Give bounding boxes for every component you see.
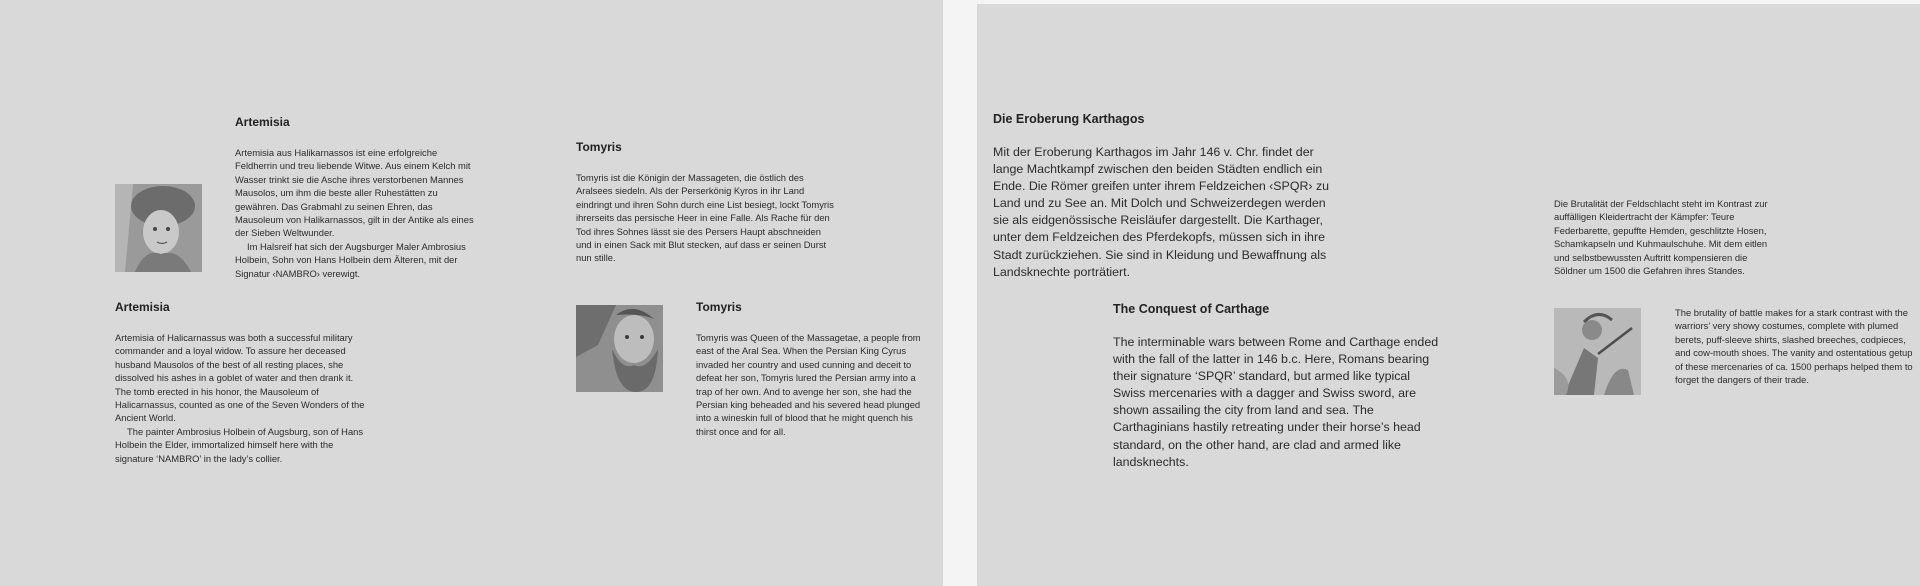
artemisia-english-caption xyxy=(115,300,365,465)
carthage-english-title: The Conquest of Carthage xyxy=(1113,302,1270,316)
tomyris-german-text: Tomyris ist die Königin der Massageten, die östlich des Aralsees siedeln. Als der Perserkönig Kyros in ihr Land eindringt und ihren Sohn durch eine List besiegt, lockt Tomyris ihrerseits das persische Heer in eine Falle. Als Rache für den Tod ihres Sohnes lässt sie des Persers Haupt abschneiden und in einen Sack mit Blut stecken, auf dass er seinen Durst nun stille. xyxy=(576,172,834,264)
left-page xyxy=(0,0,943,586)
tomyris-german-title: Tomyris xyxy=(576,140,622,154)
karthago-german-title: Die Eroberung Karthagos xyxy=(993,112,1145,126)
karthago-german-caption xyxy=(993,112,1333,281)
right-page xyxy=(977,4,1920,586)
battle-detail-image xyxy=(1554,308,1641,395)
brutality-english-text: The brutality of battle makes for a stark contrast with the warriors’ very showy costumes, complete with plumed berets, puff-sleeve shirts, slashed breeches, codpieces, and cow-mouth shoes. The vanity and ostentatious getup of these mercenaries of ca. 1500 perhaps helped them to forget the dangers of their trade. xyxy=(1675,307,1913,386)
artemisia-german-text: Artemisia aus Halikarnassos ist eine erfolgreiche Feldherrin und treu liebende Witwe. Aus einem Kelch mit Wasser trinkt sie die Asche ihres verstorbenen Mannes Mausolos, um ihm die beste aller Ruhestätten zu gewähren. Das Grabmahl zu seinen Ehren, das Mausoleum von Halikarnassos, gilt in der Antike als eines der Sieben Weltwunder. xyxy=(235,147,474,239)
karthago-german-text: Mit der Eroberung Karthagos im Jahr 146 v. Chr. findet der lange Machtkampf zwischen den beiden Städten endlich ein Ende. Die Römer greifen unter ihrem Feldzeichen ‹SPQR› zu Land und zu See an. Mit Dolch und Schweizerdegen werden sie als eidgenössische Reisläufer dargestellt. Die Karthager, unter dem Feldzeichen des Pferdekopfs, müssen sich in ihre Stadt zurückziehen. Sie sind in Kleidung und Bewaffnung als Landsknechte porträtiert. xyxy=(993,145,1330,279)
brutality-english-caption xyxy=(1675,306,1913,386)
tomyris-portrait-image xyxy=(576,305,663,392)
tomyris-english-title: Tomyris xyxy=(696,300,742,314)
brutalitaet-german-text: Die Brutalität der Feldschlacht steht im Kontrast zur auffälligen Kleidertracht der Kämpfer: Teure Federbarette, gepuffte Hemden, geschlitzte Hosen, Schamkapseln und Kuhmaulschuhe. Mit dem eitlen und selbstbewussten Auftritt kompensieren die Söldner um 1500 die Gefahren ihres Standes. xyxy=(1554,198,1768,277)
tomyris-german-caption xyxy=(576,140,836,265)
mercenaries-battle-detail-image xyxy=(1554,308,1641,395)
brutalitaet-german-caption xyxy=(1554,197,1779,277)
artemisia-portrait-image xyxy=(115,184,202,272)
artemisia-german-caption xyxy=(235,115,475,280)
artemisia-english-text-2: The painter Ambrosius Holbein of Augsburg, son of Hans Holbein the Elder, immortalized himself here with the signature ‘NAMBRO’ in the lady’s collier. xyxy=(115,425,364,464)
portrait-of-bearded-man-image xyxy=(576,305,663,392)
artemisia-english-text: Artemisia of Halicarnassus was both a successful military commander and a loyal widow. To assure her deceased husband Mausolos of the best of all resting places, she dissolved his ashes in a goblet of water and then drank it. The tomb erected in his honor, the Mausoleum of Halicarnassus, counted as one of the Seven Wonders of the Ancient World. xyxy=(115,332,365,424)
artemisia-german-text-2: Im Halsreif hat sich der Augsburger Maler Ambrosius Holbein, Sohn von Hans Holbein dem Älteren, mit der Signatur ‹NAMBRO› verewigt. xyxy=(235,240,466,279)
tomyris-english-caption xyxy=(696,300,931,438)
artemisia-english-title: Artemisia xyxy=(115,300,170,314)
artemisia-german-title: Artemisia xyxy=(235,115,290,129)
tomyris-english-text: Tomyris was Queen of the Massagetae, a people from east of the Aral Sea. When the Persian King Cyrus invaded her country and used cunning and deceit to defeat her son, Tomyris lured the Persian army into a trap of her own. And to avenge her son, she had the Persian king beheaded and his severed head plunged into a wineskin full of blood that he might quench his thirst once and for all. xyxy=(696,332,921,437)
carthage-english-text: The interminable wars between Rome and Carthage ended with the fall of the latter in 146 b.c. Here, Romans bearing their signature ‘SPQR’ standard, but armed like typical Swiss mercenaries with a dagger and Swiss sword, are shown assailing the city from land and sea. The Carthaginians hastily retreating under their horse’s head standard, on the other hand, are clad and armed like landsknechts. xyxy=(1113,335,1439,469)
portrait-of-artemisia-image xyxy=(115,184,202,272)
carthage-english-caption xyxy=(1113,302,1443,471)
